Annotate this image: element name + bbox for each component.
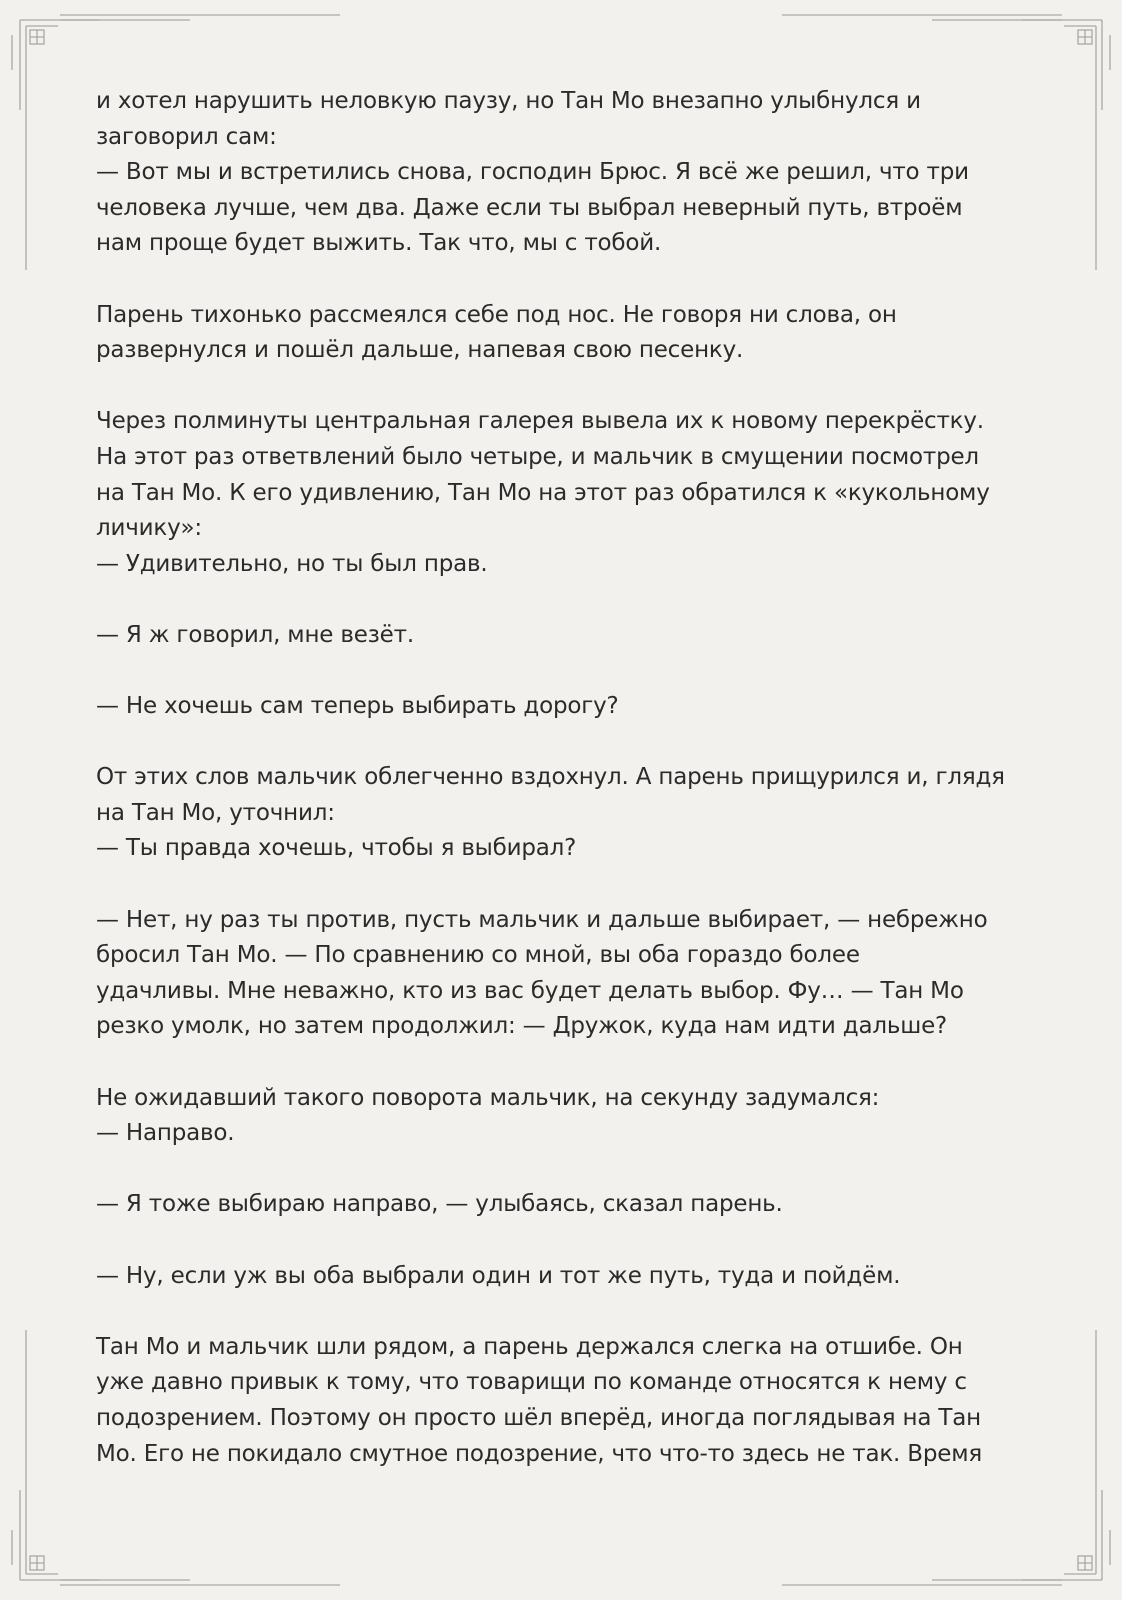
paragraph: Через полминуты центральная галерея вывела их к новому перекрёстку. На этот раз ответвлений было четыре, и мальчик в смущении посмотрел на Тан Мо. К его удивлению, Тан Мо на этот раз обратился к «кукольному личику»: — Удивительно, но ты был прав. — [96, 408, 990, 577]
story-text — [96, 84, 1036, 1472]
paragraph: — Ну, если уж вы оба выбрали один и тот же путь, туда и пойдём. — [96, 1262, 901, 1289]
paragraph: — Я тоже выбираю направо, — улыбаясь, сказал парень. — [96, 1191, 783, 1218]
paragraph: — Не хочешь сам теперь выбирать дорогу? — [96, 693, 619, 720]
paragraph: Не ожидавший такого поворота мальчик, на секунду задумался: — Направо. — [96, 1084, 880, 1147]
paragraph: — Нет, ну раз ты против, пусть мальчик и дальше выбирает, — небрежно бросил Тан Мо. — По сравнению со мной, вы оба гораздо более удачливы. Мне неважно, кто из вас будет делать выбор. Фу… — Тан Мо резко умолк, но затем продолжил: — Дружок, куда нам идти дальше? — [96, 906, 988, 1040]
paragraph: и хотел нарушить неловкую паузу, но Тан Мо внезапно улыбнулся и заговорил сам: — Вот мы и встретились снова, господин Брюс. Я всё же решил, что три человека лучше, чем два. Даже если ты выбрал неверный путь, втроём нам проще будет выжить. Так что, мы с тобой. — [96, 88, 969, 257]
paragraph: Тан Мо и мальчик шли рядом, а парень держался слегка на отшибе. Он уже давно привык к тому, что товарищи по команде относятся к нему с подозрением. Поэтому он просто шёл вперёд, иногда поглядывая на Тан Мо. Его не покидало смутное подозрение, что что-то здесь не так. Время — [96, 1333, 982, 1467]
paragraph: От этих слов мальчик облегченно вздохнул. А парень прищурился и, глядя на Тан Мо, уточнил: — Ты правда хочешь, чтобы я выбирал? — [96, 764, 1005, 862]
paragraph: Парень тихонько рассмеялся себе под нос. Не говоря ни слова, он развернулся и пошёл дальше, напевая свою песенку. — [96, 301, 897, 364]
paragraph: — Я ж говорил, мне везёт. — [96, 621, 414, 648]
